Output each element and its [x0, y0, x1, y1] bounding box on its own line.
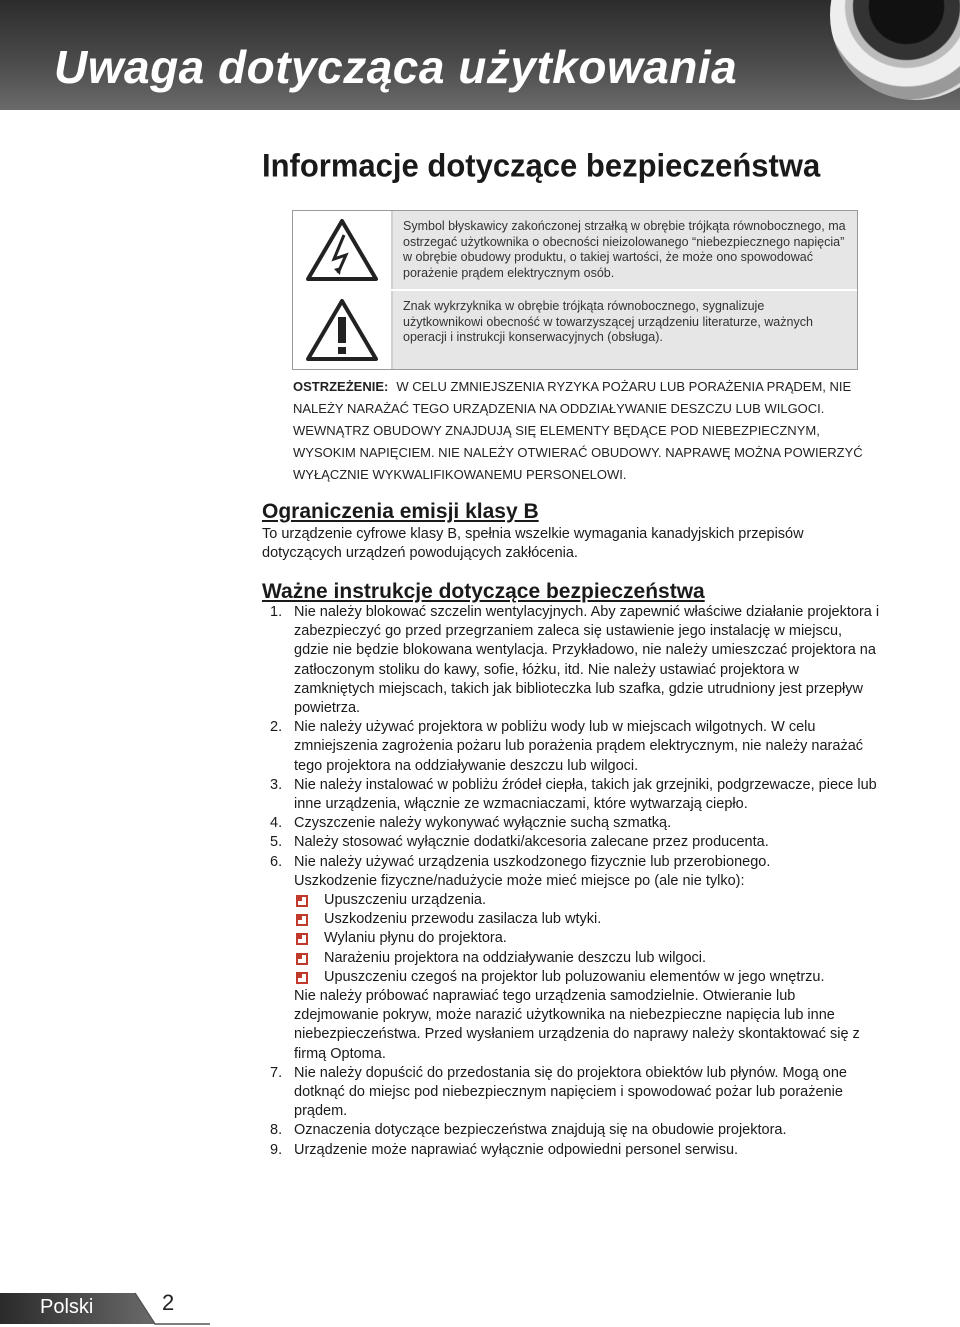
projector-lens-graphic — [830, 0, 960, 100]
item-number: 8. — [270, 1122, 283, 1139]
after-bullets-text: Nie należy próbować naprawiać tego urządzenia samodzielnie. Otwieranie lub zdejmowanie pokryw, może narazić użytkownika na niebezpieczne napięcia lub inne niebezpieczeństwa. Przed wysłaniem urządzenia do naprawy należy skontaktować się z firmą Optoma. — [294, 988, 860, 1062]
checkbox-bullet-icon — [296, 933, 308, 945]
item-text: Nie należy używać urządzenia uszkodzonego fizycznie lub przerobionego. — [294, 853, 771, 870]
symbol-row-exclamation — [293, 291, 857, 369]
item-number: 2. — [270, 719, 283, 736]
list-item — [270, 814, 880, 833]
header-title: Uwaga dotycząca użytkowania — [54, 41, 738, 93]
instructions-list — [270, 603, 880, 1160]
list-item — [270, 1121, 880, 1140]
bullet-item — [294, 891, 880, 910]
section-title: Informacje dotyczące bezpieczeństwa — [262, 147, 821, 184]
symbol-table — [292, 210, 858, 370]
list-item — [270, 1064, 880, 1122]
item-text: Należy stosować wyłącznie dodatki/akcesoria zalecane przez producenta. — [294, 834, 769, 851]
item-text: Nie należy instalować w pobliżu źródeł ciepła, takich jak grzejniki, podgrzewacze, piece lub inne urządzenia, włącznie ze wzmacniaczami, które wytwarzają ciepło. — [294, 776, 877, 813]
symbol-text-lightning: Symbol błyskawicy zakończonej strzałką w obrębie trójkąta równobocznego, ma ostrzegać użytkownika o obecności nieizolowanego “niebezpiecznego napięcia” w obrębie obudowy produktu, o takiej wartości, że może ono spowodować porażenie prądem elektrycznym osób. — [403, 219, 846, 280]
warning-block — [293, 376, 873, 486]
class-b-text: To urządzenie cyfrowe klasy B, spełnia wszelkie wymagania kanadyjskich przepisów dotyczących urządzeń powodujących zakłócenia. — [262, 526, 804, 561]
lightning-warning-icon — [293, 211, 393, 289]
item-number: 6. — [270, 853, 283, 870]
bullet-text: Upuszczeniu urządzenia. — [324, 892, 487, 909]
bullet-item — [294, 949, 880, 968]
bullet-text: Wylaniu płynu do projektora. — [324, 930, 507, 947]
item-text: Czyszczenie należy wykonywać wyłącznie suchą szmatką. — [294, 815, 672, 832]
bullet-text: Narażeniu projektora na oddziaływanie deszczu lub wilgoci. — [324, 949, 707, 966]
footer-language-tab — [0, 1290, 210, 1327]
checkbox-bullet-icon — [296, 972, 308, 984]
item-text: Nie należy blokować szczelin wentylacyjnych. Aby zapewnić właściwe działanie projektora i zabezpieczyć go przed przegrzaniem zaleca się ustawienie jego instalację w miejscu, gdzie nie będzie blokowana wentylacja. Przykładowo, nie należy umieszczać projektora na zatłoczonym stoliku do kawy, sofie, łóżku, itd. Nie należy ustawiać projektora w zamkniętych miejscach, takich jak biblioteczka lub szafka, gdzie utrudniony jest przepływ powietrza. — [294, 604, 880, 717]
bullet-item — [294, 929, 880, 948]
class-b-title: Ograniczenia emisji klasy B — [262, 500, 539, 523]
bullet-item — [294, 968, 880, 987]
list-item — [270, 1141, 880, 1160]
bullet-item — [294, 910, 880, 929]
footer-language: Polski — [40, 1296, 94, 1318]
item-number: 7. — [270, 1064, 283, 1081]
item-text: Nie należy dopuścić do przedostania się do projektora obiektów lub płynów. Mogą one dotknąć do miejsc pod niebezpiecznym napięciem i spowodować pożar lub porażenie prądem. — [294, 1064, 847, 1120]
item-number: 4. — [270, 815, 283, 832]
item-text: Nie należy używać projektora w pobliżu wody lub w miejscach wilgotnych. W celu zmniejszenia zagrożenia pożaru lub porażenia prądem elektrycznym, nie należy narażać tego projektora na oddziaływanie deszczu lub wilgoci. — [294, 719, 864, 774]
item-text: Oznaczenia dotyczące bezpieczeństwa znajdują się na obudowie projektora. — [294, 1122, 787, 1139]
symbol-row-lightning — [293, 211, 857, 291]
item-number: 5. — [270, 834, 283, 851]
item-number: 3. — [270, 776, 283, 793]
item-extra-text: Uszkodzenie fizyczne/nadużycie może mieć miejsce po (ale nie tylko): — [294, 872, 745, 889]
warning-label: OSTRZEŻENIE: — [293, 379, 389, 394]
item-number: 1. — [270, 604, 283, 620]
checkbox-bullet-icon — [296, 914, 308, 926]
list-item — [270, 853, 880, 1064]
instructions-title: Ważne instrukcje dotyczące bezpieczeństwa — [262, 580, 705, 603]
item-text: Urządzenie może naprawiać wyłącznie odpowiedni personel serwisu. — [294, 1141, 739, 1158]
bullet-text: Uszkodzeniu przewodu zasilacza lub wtyki. — [324, 911, 602, 928]
checkbox-bullet-icon — [296, 895, 308, 907]
damage-bullet-list — [294, 891, 880, 987]
page-header — [0, 0, 960, 110]
bullet-text: Upuszczeniu czegoś na projektor lub poluzowaniu elementów w jego wnętrzu. — [324, 968, 825, 985]
checkbox-bullet-icon — [296, 953, 308, 965]
item-number: 9. — [270, 1141, 283, 1158]
symbol-text-exclamation: Znak wykrzyknika w obrębie trójkąta równobocznego, sygnalizuje użytkownikowi obecność w towarzyszącej urządzeniu literaturze, ważnych operacji i instrukcji konserwacyjnych (obsługa). — [403, 299, 813, 344]
list-item — [270, 603, 880, 718]
list-item — [270, 776, 880, 814]
page-number: 2 — [162, 1290, 175, 1315]
list-item — [270, 718, 880, 776]
list-item — [270, 833, 880, 852]
warning-text: W CELU ZMNIEJSZENIA RYZYKA POŻARU LUB PORAŻENIA PRĄDEM, NIE NALEŻY NARAŻAĆ TEGO URZĄDZENIA NA ODDZIAŁYWANIE DESZCZU LUB WILGOCI. WEWNĄTRZ OBUDOWY ZNAJDUJĄ SIĘ ELEMENTY BĘDĄCE POD NIEBEZPIECZNYM, WYSOKIM NAPIĘCIEM. NIE NALEŻY OTWIERAĆ OBUDOWY. NAPRAWĘ MOŻNA POWIERZYĆ WYŁĄCZNIE WYKWALIFIKOWANEMU PERSONELOWI. — [293, 379, 863, 482]
exclamation-warning-icon — [293, 291, 393, 369]
